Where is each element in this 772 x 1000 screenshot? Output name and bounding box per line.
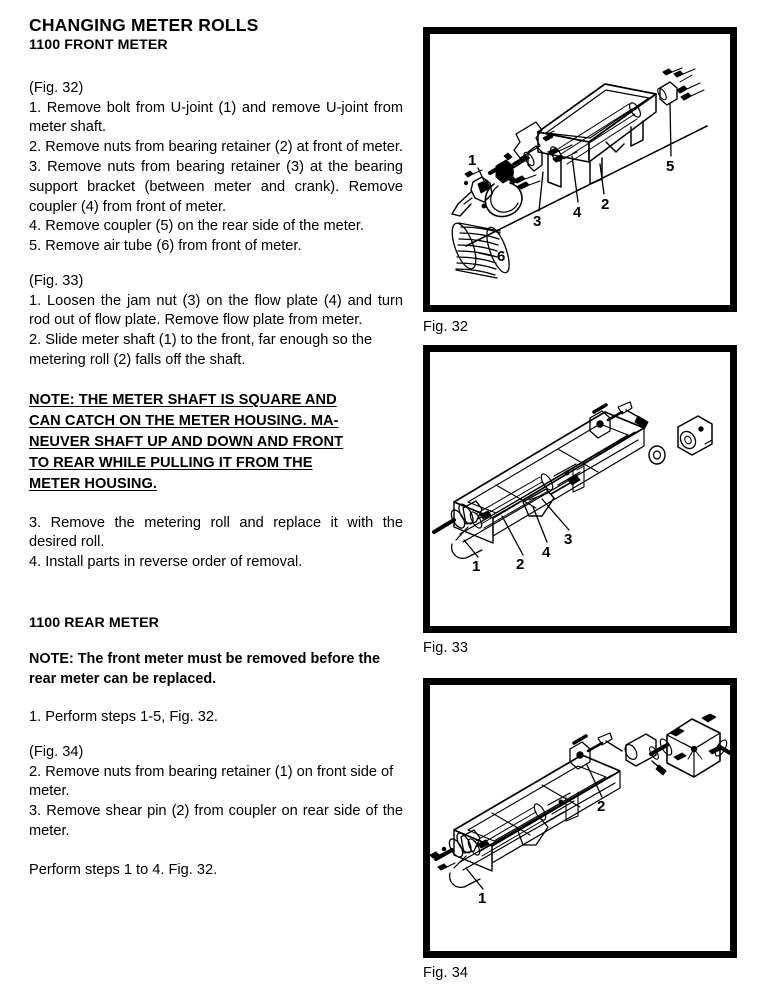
- fig34-callout-2: 2: [597, 798, 606, 815]
- step-32-5: 5. Remove air tube (6) from front of meter.: [29, 238, 302, 255]
- fig33-callout-4: 4: [542, 544, 551, 561]
- note-line-2: CAN CATCH ON THE METER HOUSING. MA-: [29, 412, 339, 429]
- step-32-3: 3. Remove nuts from bearing retainer (3) at the bearing support bracket (between meter and crank). Remove coupler (4) from front of meter.: [29, 158, 403, 215]
- note-line-4: TO REAR WHILE PULLING IT FROM THE: [29, 454, 313, 471]
- note-line-1: NOTE: THE METER SHAFT IS SQUARE AND: [29, 391, 337, 408]
- step-32-1: 1. Remove bolt from U-joint (1) and remove U-joint from meter shaft.: [29, 99, 403, 136]
- page-subtitle: 1100 FRONT METER: [29, 36, 168, 53]
- rear-meter-heading: 1100 REAR METER: [29, 614, 160, 631]
- fig-reference-34: (Fig. 34): [29, 743, 84, 760]
- figure-caption-33: Fig. 33: [423, 640, 469, 656]
- fig32-callout-4: 4: [573, 204, 582, 221]
- figure-block-32: [423, 27, 737, 336]
- figure-33-drawing: [430, 352, 730, 626]
- figure-frame-32: [423, 27, 737, 312]
- step-34-3: 3. Remove shear pin (2) from coupler on rear side of the meter.: [29, 803, 403, 839]
- step-32-4: 4. Remove coupler (5) on the rear side of the meter.: [29, 218, 365, 235]
- fig33-callout-1: 1: [472, 558, 481, 575]
- note-line-5: METER HOUSING.: [29, 475, 157, 492]
- step-32-2: 2. Remove nuts from bearing retainer (2) at front of meter.: [29, 139, 403, 156]
- fig33-callout-3: 3: [564, 531, 573, 548]
- page-title: CHANGING METER ROLLS: [29, 15, 259, 35]
- step-after-note-3: 3. Remove the metering roll and replace it with the desired roll.: [29, 514, 403, 551]
- text-column: [29, 16, 403, 880]
- step-after-note-4: 4. Install parts in reverse order of removal.: [29, 554, 303, 571]
- note-line-3: NEUVER SHAFT UP AND DOWN AND FRONT: [29, 433, 344, 450]
- figure-caption-34: Fig. 34: [423, 965, 469, 981]
- step-34-2: 2. Remove nuts from bearing retainer (1) on front side of meter.: [29, 763, 394, 800]
- figure-32-drawing: [430, 34, 730, 305]
- fig32-callout-6: 6: [497, 248, 506, 265]
- figure-block-34: [423, 678, 737, 982]
- fig32-callout-3: 3: [533, 213, 542, 230]
- fig33-callout-2: 2: [516, 556, 525, 573]
- meter-shaft-note: [29, 390, 403, 495]
- figure-block-33: [423, 345, 737, 657]
- fig32-callout-2: 2: [601, 196, 610, 213]
- fig32-callout-5: 5: [666, 158, 675, 175]
- figure-caption-32: Fig. 32: [423, 319, 469, 335]
- step-33-1: 1. Loosen the jam nut (3) on the flow plate (4) and turn rod out of flow plate. Remove flow plate from meter.: [29, 292, 403, 329]
- fig34-callout-1: 1: [478, 890, 487, 907]
- fig32-callout-1: 1: [468, 152, 477, 169]
- rear-step-1: 1. Perform steps 1-5, Fig. 32.: [29, 709, 218, 726]
- rear-meter-note: NOTE: The front meter must be removed before the rear meter can be replaced.: [29, 650, 381, 687]
- figure-34-drawing: [430, 685, 730, 951]
- figure-frame-33: [423, 345, 737, 633]
- fig-reference-32: (Fig. 32): [29, 79, 84, 96]
- closing-instruction: Perform steps 1 to 4. Fig. 32.: [29, 861, 218, 878]
- fig-reference-33: (Fig. 33): [29, 272, 84, 289]
- step-33-2: 2. Slide meter shaft (1) to the front, far enough so the metering roll (2) falls off the shaft.: [29, 332, 373, 368]
- figure-frame-34: [423, 678, 737, 958]
